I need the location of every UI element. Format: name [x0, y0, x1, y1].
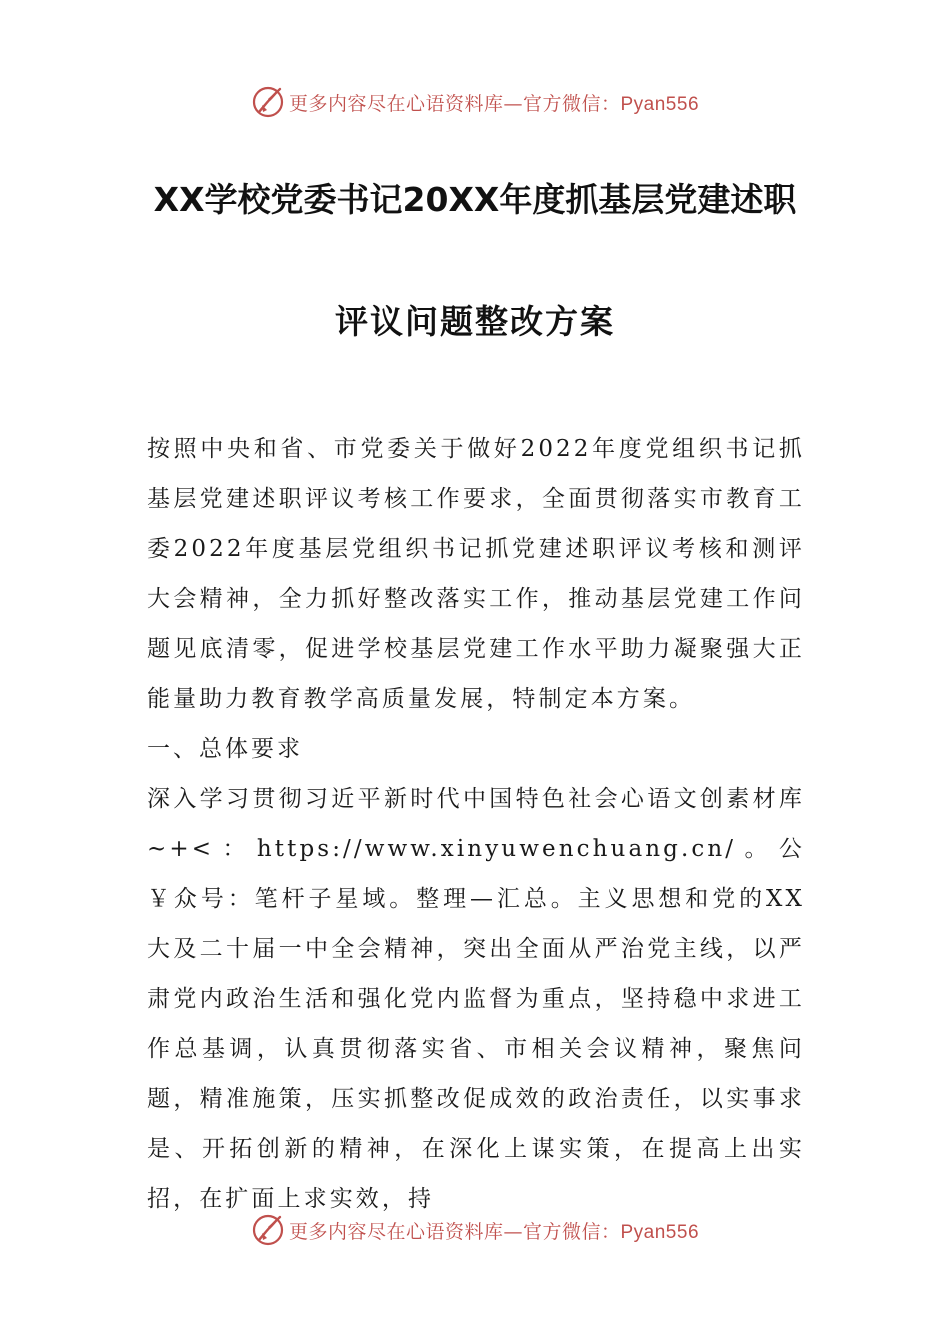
banner-text: 更多内容尽在心语资料库—官方微信：Pyan556: [288, 92, 700, 115]
section-heading-general-requirements: 一、总体要求: [147, 736, 303, 762]
banner-text: 更多内容尽在心语资料库—官方微信：Pyan556: [288, 1220, 700, 1243]
quill-pen-logo-icon: [251, 85, 285, 119]
paragraph-intro: 按照中央和省、市党委关于做好2022年度党组织书记抓基层党建述职评议考核工作要求，全面贯彻落实市教育工委2022年度基层党组织书记抓党建述职评议考核和测评大会精神，全力抓好整改落实工作，推动基层党建工作问题见底清零，促进学校基层党建工作水平助力凝聚强大正能量助力教育教学高质量发展，特制定本方案。: [147, 436, 805, 712]
document-body: [147, 424, 805, 1224]
document-title-line-1: XX学校党委书记20XX年度抓基层党建述职: [153, 180, 797, 219]
wechat-id: Pyan556: [620, 1221, 700, 1243]
footer-banner: [0, 1210, 950, 1250]
document-title-line-2: 评议问题整改方案: [335, 302, 615, 341]
header-banner: [0, 82, 950, 122]
paragraph-general-requirements: 深入学习贯彻习近平新时代中国特色社会心语文创素材库~+<：https://www.xinyuwenchuang.cn/。公￥众号：笔杆子星域。整理—汇总。主义思想和党的XX大及二十届一中全会精神，突出全面从严治党主线，以严肃党内政治生活和强化党内监督为重点，坚持稳中求进工作总基调，认真贯彻落实省、市相关会议精神，聚焦问题，精准施策，压实抓整改促成效的政治责任，以实事求是、开拓创新的精神，在深化上谋实策，在提高上出实招，在扩面上求实效，持: [147, 786, 805, 1212]
wechat-id: Pyan556: [620, 93, 700, 115]
quill-pen-logo-icon: [251, 1213, 285, 1247]
